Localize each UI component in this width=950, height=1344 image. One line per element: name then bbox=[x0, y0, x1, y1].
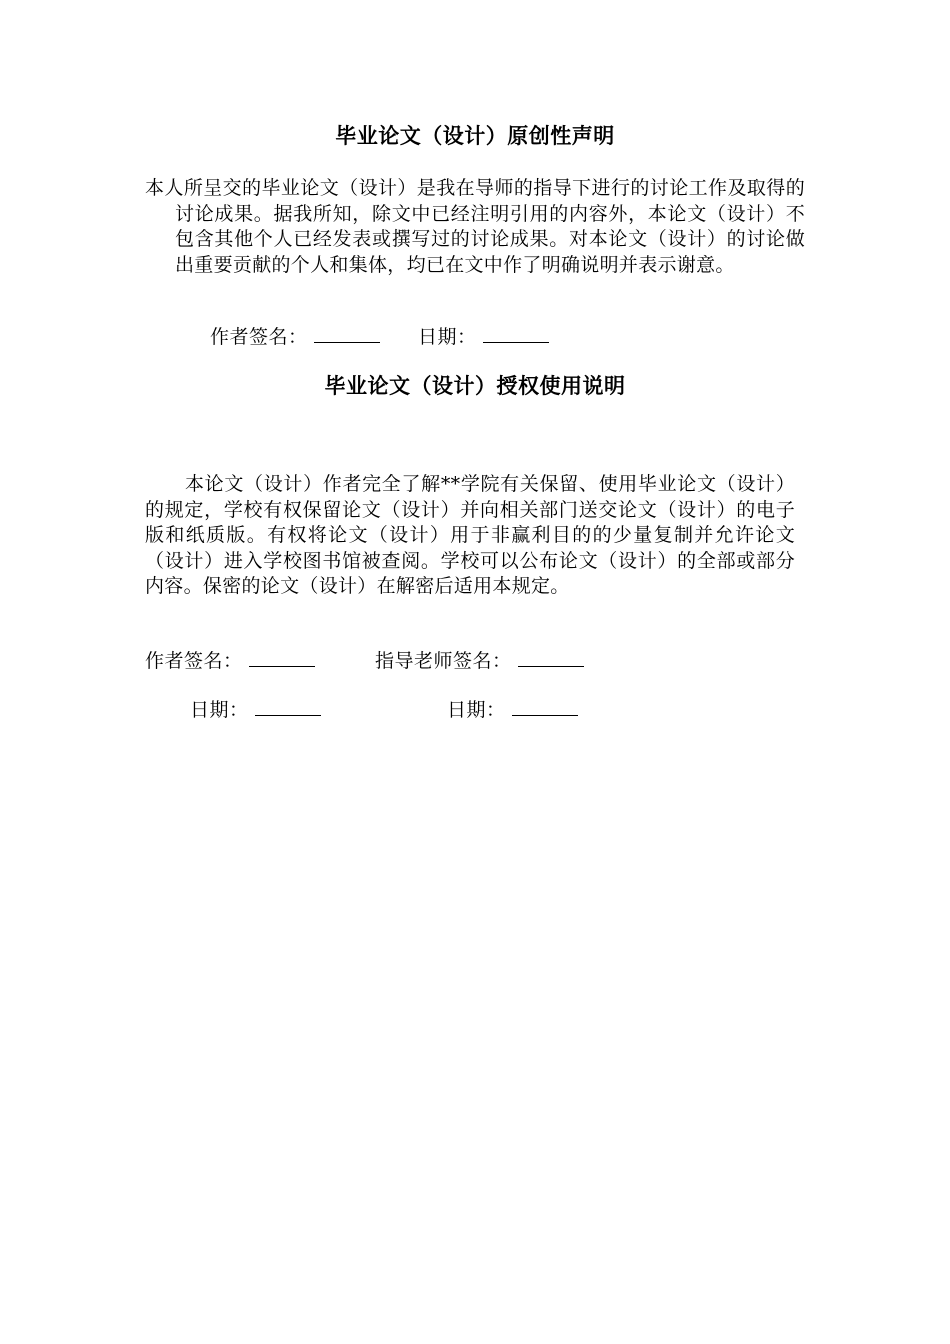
authorization-advisor-signature bbox=[375, 648, 584, 674]
authorization-date-right bbox=[447, 697, 578, 723]
date-label: 日期： bbox=[418, 326, 477, 348]
date-label: 日期： bbox=[447, 699, 506, 721]
date-label: 日期： bbox=[190, 699, 249, 721]
originality-author-signature bbox=[210, 324, 380, 350]
author-signature-blank[interactable] bbox=[314, 324, 380, 343]
authorization-body: 本论文（设计）作者完全了解**学院有关保留、使用毕业论文（设计）的规定，学校有权保留论文（设计）并向相关部门送交论文（设计）的电子版和纸质版。有权将论文（设计）用于非赢利目的的少量复制并允许论文（设计）进入学校图书馆被查阅。学校可以公布论文（设计）的全部或部分内容。保密的论文（设计）在解密后适用本规定。 bbox=[145, 473, 795, 597]
author-signature-blank[interactable] bbox=[249, 648, 315, 667]
advisor-signature-blank[interactable] bbox=[518, 648, 584, 667]
authorization-author-signature bbox=[145, 648, 315, 674]
authorization-date-left bbox=[190, 697, 321, 723]
author-signature-label: 作者签名： bbox=[145, 650, 243, 672]
originality-date bbox=[418, 324, 549, 350]
date-blank[interactable] bbox=[483, 324, 549, 343]
author-signature-label: 作者签名： bbox=[210, 326, 308, 348]
date-blank[interactable] bbox=[512, 697, 578, 716]
authorization-title: 毕业论文（设计）授权使用说明 bbox=[324, 374, 626, 398]
date-blank[interactable] bbox=[255, 697, 321, 716]
originality-body: 本人所呈交的毕业论文（设计）是我在导师的指导下进行的讨论工作及取得的讨论成果。据我所知，除文中已经注明引用的内容外，本论文（设计）不包含其他个人已经发表或撰写过的讨论成果。对本论文（设计）的讨论做出重要贡献的个人和集体，均已在文中作了明确说明并表示谢意。 bbox=[145, 177, 805, 276]
originality-title: 毕业论文（设计）原创性声明 bbox=[335, 124, 615, 148]
advisor-signature-label: 指导老师签名： bbox=[375, 650, 512, 672]
